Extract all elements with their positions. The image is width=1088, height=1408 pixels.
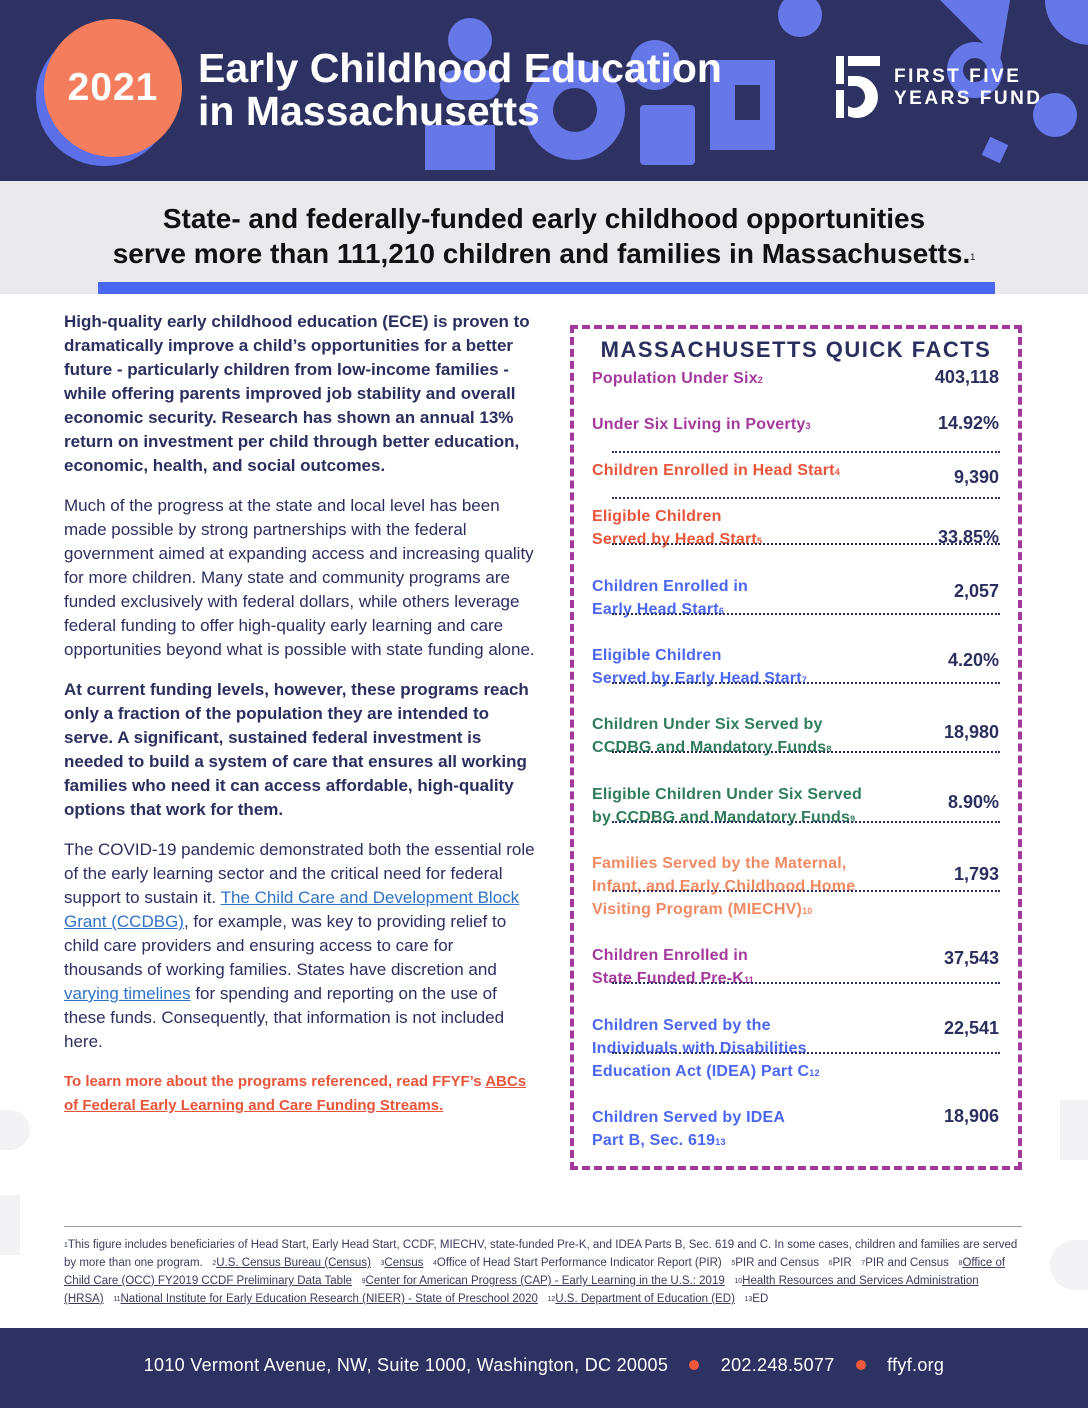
footer-band: [0, 1328, 1088, 1408]
quick-fact-divider: [612, 543, 1000, 545]
contact-line: [0, 1355, 1088, 1376]
fn-1: This figure includes beneficiaries of Head Start, Early Head Start, CCDF, MIECHV, state-funded Pre-K, and IDEA Parts B, Sec. 619 and C. In some cases, children and families are served by more than one program.: [64, 1239, 1018, 1269]
quick-fact-label: [592, 1014, 892, 1083]
quick-fact-value: 22,541: [943, 1018, 999, 1038]
fn-13-num: 13: [744, 1296, 753, 1303]
quick-fact-footnote-ref: 10: [802, 906, 813, 916]
quick-fact-label-line: Population Under Six$^2$: [592, 370, 764, 387]
quick-fact-footnote-ref: 11: [744, 975, 754, 985]
quick-fact-value: 14.92%: [937, 413, 999, 433]
quick-fact-label-line: Children Under Six Served by: [592, 716, 823, 733]
quick-fact-label-line: Families Served by the Maternal,: [592, 855, 847, 872]
quick-fact-label-line: Infant, and Early Childhood Home: [592, 878, 856, 895]
fn-1-num: 1: [64, 1242, 68, 1249]
ghost-shape: [0, 1110, 30, 1150]
fn-11-link[interactable]: National Institute for Early Education Research (NIEER) - State of Preschool 2020: [120, 1293, 538, 1305]
quick-fact-value: 403,118: [934, 367, 999, 387]
page-title: [198, 47, 798, 133]
quick-fact-label-line: Children Enrolled in Head Start$^4$: [592, 462, 840, 479]
quick-fact-footnote-ref: 7: [801, 675, 807, 685]
fn-6: PIR: [832, 1257, 852, 1269]
fn-10-num: 10: [734, 1278, 743, 1285]
body-text-column: [64, 310, 536, 1118]
quick-fact-divider: [612, 451, 1000, 453]
fn-3-num: 3: [380, 1260, 385, 1267]
quick-fact-label-line: Eligible Children: [592, 647, 722, 664]
quick-fact-label-line: State Funded Pre-$K^{11}$: [592, 970, 754, 987]
fn-9-link[interactable]: Center for American Progress (CAP) - Early Learning in the U.S.: 2019: [365, 1275, 725, 1287]
ghost-shape: [1060, 1100, 1088, 1160]
logo-five-icon: [836, 56, 880, 118]
quick-fact-divider: [612, 497, 1000, 499]
fn-11-num: 11: [113, 1296, 121, 1303]
funding-paragraph: At current funding levels, however, these programs reach only a fraction of the population they are intended to serve. A significant, sustained federal investment is needed to build a system of care that ensures all working families who need it can access affordable, high-quality options that work for them.: [64, 680, 529, 819]
bullet-dot-icon: [856, 1360, 866, 1370]
quick-fact-label-line: Early Head Start$^6$: [592, 601, 725, 618]
fn-2-link[interactable]: U.S. Census Bureau (Census): [216, 1257, 371, 1269]
quick-fact-row: [592, 367, 999, 390]
quick-fact-label-line: Served by Head Start$^5$: [592, 531, 763, 548]
fn-6-num: 6: [828, 1260, 833, 1267]
quick-fact-value: 33.85%: [937, 527, 999, 547]
fn-4: Office of Head Start Performance Indicator Report (PIR): [436, 1257, 722, 1269]
quick-fact-footnote-ref: 5: [756, 536, 763, 546]
fn-8-link[interactable]: Office of Child Care (OCC) FY2019 CCDF Preliminary Data Table: [64, 1257, 1006, 1287]
quick-fact-value: 18,906: [943, 1106, 999, 1126]
fn-8-num: 8: [958, 1260, 963, 1267]
headline-line-2: [0, 236, 1088, 271]
header-band: [0, 0, 1088, 181]
fn-12-num: 12: [547, 1296, 556, 1303]
quick-fact-label-line: Children Enrolled in: [592, 947, 749, 964]
ghost-shape: [0, 1195, 20, 1255]
abcs-funding-link[interactable]: ABCs of Federal Early Learning and Care Funding Streams.: [64, 1073, 527, 1114]
quick-fact-value: 2,057: [953, 581, 999, 601]
quick-fact-row: [592, 852, 999, 921]
quick-fact-value: 8.90%: [947, 792, 999, 812]
quick-fact-value: 4.20%: [947, 650, 999, 670]
progress-paragraph: Much of the progress at the state and local level has been made possible by strong partnerships with the federal government aimed at expanding access and increasing quality for more children. Many state and community programs are funded exclusively with federal dollars, while others leverage federal funding to offer high-quality early learning and care opportunities beyond what is possible with state funding alone.: [64, 496, 535, 659]
fn-7: PIR and Census: [865, 1257, 949, 1269]
quick-fact-footnote-ref: 6: [718, 606, 725, 616]
quick-fact-divider: [612, 613, 1000, 615]
quick-fact-row: [592, 459, 999, 487]
quick-fact-label-line: Served by Early Head Start$^7$: [592, 670, 807, 687]
quick-fact-divider: [612, 982, 1000, 984]
fn-9-num: 9: [361, 1278, 366, 1285]
quick-fact-footnote-ref: 12: [809, 1068, 820, 1078]
learn-more-callout: [64, 1070, 536, 1118]
quick-fact-footnote-ref: 3: [805, 421, 811, 431]
fn-3-link[interactable]: Census: [384, 1257, 424, 1269]
fn-5: PIR and Census: [735, 1257, 820, 1269]
quick-fact-label: [592, 367, 892, 390]
headline-footnote-ref: 1: [970, 252, 976, 262]
quick-fact-label-line: Eligible Children: [592, 508, 722, 525]
logo-line-1: FIRST FIVE: [894, 66, 1022, 87]
fn-7-num: 7: [861, 1260, 866, 1267]
footer-website-link[interactable]: ffyf.org: [887, 1355, 945, 1375]
covid-text-a: The COVID-19 pandemic demonstrated both the essential role of the early learning sector and the critical need for federal support to sustain it.: [64, 840, 535, 907]
headline: [0, 201, 1088, 271]
quick-fact-label-line: Children Served by IDEA: [592, 1109, 786, 1126]
quick-fact-row: [592, 1106, 999, 1152]
headline-line-1: State- and federally-funded early childhood opportunities: [162, 203, 926, 234]
quick-fact-footnote-ref: 2: [757, 375, 764, 385]
logo-line-2: YEARS FUND: [894, 88, 1043, 109]
footnote-divider: [64, 1226, 1022, 1227]
quick-fact-label: [592, 1106, 892, 1152]
quick-fact-label-line: CCDBG and Mandatory Funds$^8$: [592, 739, 832, 756]
quick-fact-label-line: Part B, Sec. $619^{13}$: [592, 1132, 726, 1149]
quick-fact-row: [592, 1014, 999, 1083]
quick-fact-footnote-ref: 9: [850, 814, 856, 824]
fn-5-num: 5: [731, 1260, 736, 1267]
quick-fact-value: 1,793: [953, 864, 999, 884]
quick-fact-label-line: Under Six Living in Poverty$^3$: [592, 416, 811, 433]
headline-banner: [0, 181, 1088, 294]
year-badge: [44, 19, 182, 157]
fn-12-link[interactable]: U.S. Department of Education (ED): [555, 1293, 735, 1305]
ccdbg-link[interactable]: The Child Care and Development Block Grant (CCDBG): [64, 888, 520, 931]
quick-fact-label: [592, 459, 892, 482]
learn-more-text: To learn more about the programs referenced, read FFYF’s: [64, 1073, 486, 1090]
quick-fact-divider: [612, 751, 1000, 753]
quick-fact-divider: [612, 890, 1000, 892]
covid-paragraph: [64, 838, 536, 1054]
fn-4-num: 4: [433, 1260, 437, 1267]
covid-text-b: , for example, was key to providing relief to child care providers and ensuring access to care for thousands of working families. States have discretion and: [64, 912, 507, 979]
banner-accent-bar: [98, 282, 995, 294]
quick-fact-value: 18,980: [943, 722, 999, 742]
quick-fact-label-line: Individuals with Disabilities: [592, 1040, 807, 1057]
quick-fact-divider: [612, 1052, 1000, 1054]
quick-fact-row: [592, 413, 999, 436]
intro-paragraph: High-quality early childhood education (ECE) is proven to dramatically improve a child’s opportunities for a better future - particularly children from low-income families - while offering parents improved job stability and overall economic security. Research has shown an annual 13% return on investment per child through better education, economic, health, and social outcomes.: [64, 312, 530, 475]
quick-fact-label-line: Education Act (IDEA) Part $C^{12}$: [592, 1063, 820, 1080]
ghost-shape: [1050, 1240, 1088, 1290]
quick-fact-footnote-ref: 13: [715, 1137, 726, 1147]
fn-13: ED: [752, 1293, 769, 1305]
quick-facts-title: MASSACHUSETTS QUICK FACTS: [600, 337, 992, 362]
quick-fact-divider: [612, 821, 1000, 823]
headline-line-2-text: serve more than 111,210 children and families in Massachusetts.: [112, 238, 971, 269]
year-label: 2021: [67, 66, 159, 109]
quick-fact-value: 9,390: [953, 467, 999, 487]
varying-timelines-link[interactable]: varying timelines: [64, 984, 191, 1003]
quick-fact-label-line: Visiting Program (MIECHV)$^{10}$: [592, 901, 813, 918]
footer-address: 1010 Vermont Avenue, NW, Suite 1000, Washington, DC 20005: [143, 1355, 669, 1375]
quick-fact-label: [592, 413, 892, 436]
covid-text-c: for spending and reporting on the use of these funds. Consequently, that information is not included here.: [64, 984, 505, 1051]
quick-fact-divider: [612, 682, 1000, 684]
quick-fact-label-line: Eligible Children Under Six Served: [592, 786, 862, 803]
title-line-2: in Massachusetts: [198, 88, 540, 134]
bullet-dot-icon: [689, 1360, 699, 1370]
quick-fact-label-line: Children Enrolled in: [592, 578, 749, 595]
quick-fact-footnote-ref: 8: [826, 744, 832, 754]
quick-fact-label-line: by CCDBG and Mandatory Funds$^9$: [592, 809, 856, 826]
footnotes: [64, 1236, 1019, 1308]
footer-phone[interactable]: 202.248.5077: [720, 1355, 835, 1375]
fn-2-num: 2: [212, 1260, 217, 1267]
logo-wordmark: [894, 66, 1064, 110]
quick-fact-footnote-ref: 4: [834, 467, 840, 477]
quick-fact-value: 37,543: [943, 948, 999, 968]
fn-10-link[interactable]: Health Resources and Services Administration (HRSA): [64, 1275, 979, 1305]
title-line-1: Early Childhood Education: [198, 45, 722, 91]
quick-fact-label-line: Children Served by the: [592, 1017, 771, 1034]
quick-fact-label: [592, 852, 892, 921]
